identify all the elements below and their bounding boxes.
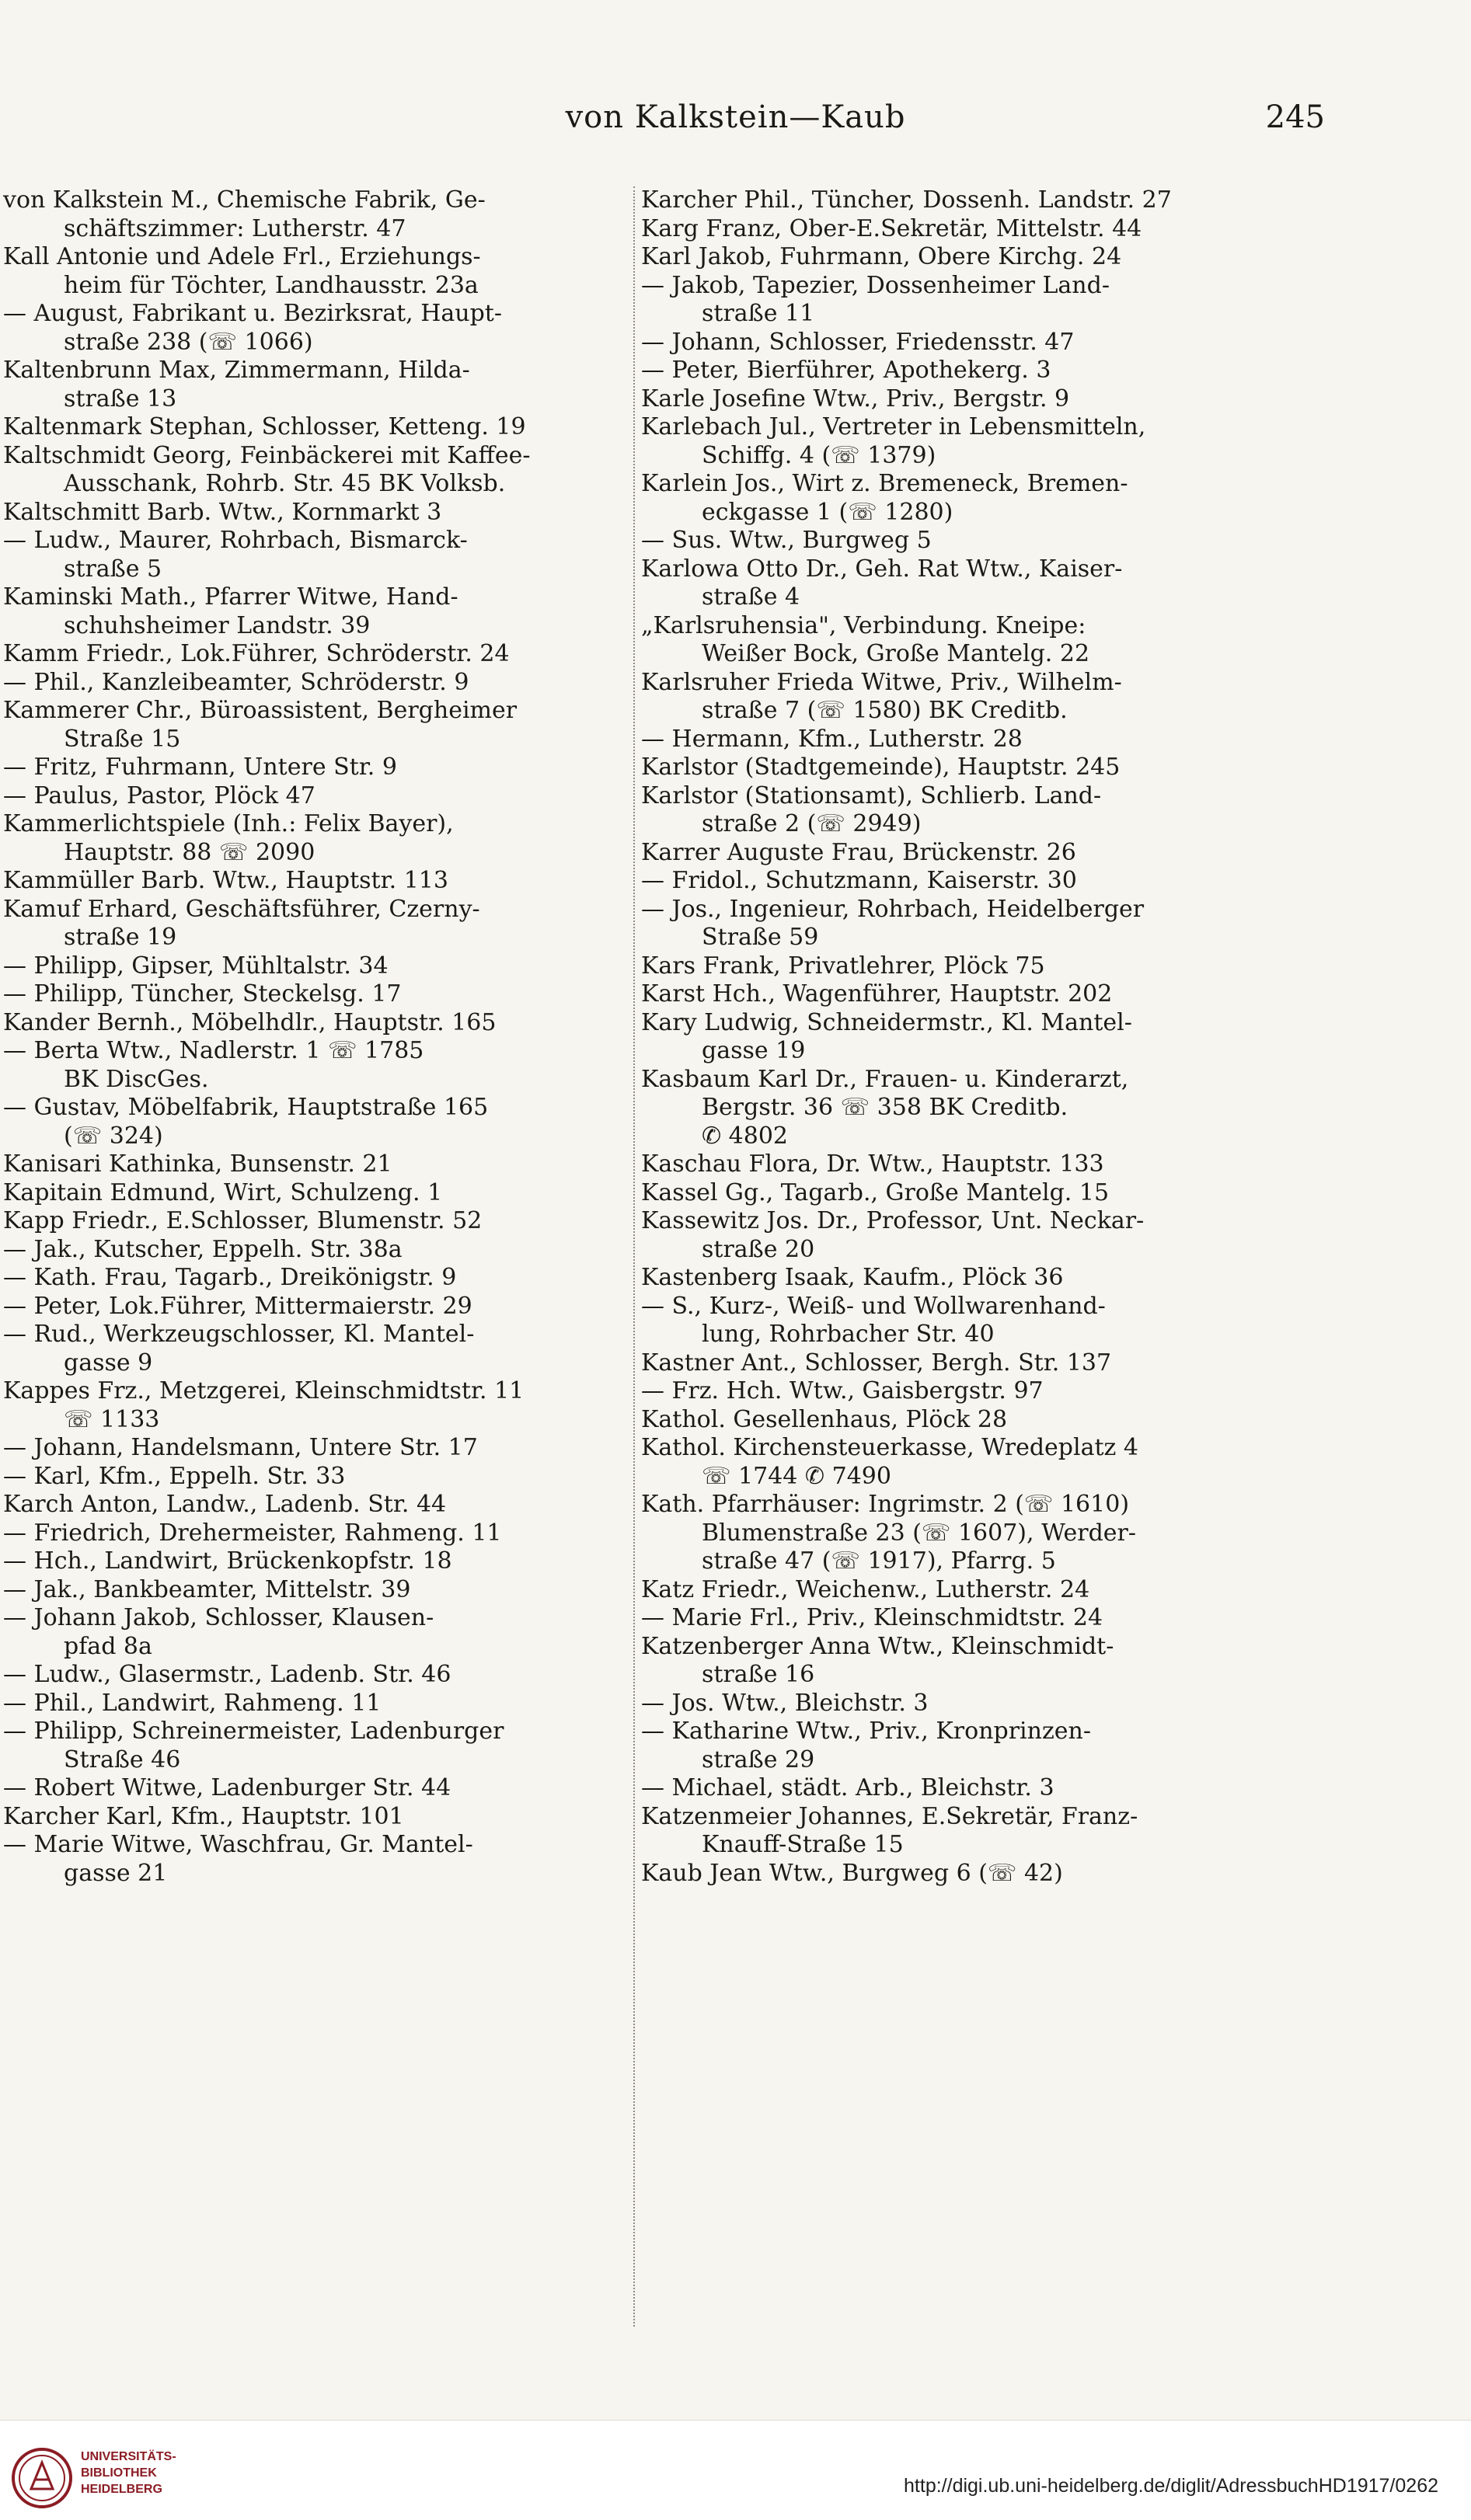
left-entry-line: gasse 21: [64, 1859, 168, 1887]
right-entry-line: Karlstor (Stadtgemeinde), Hauptstr. 245: [641, 754, 1121, 781]
right-entry-line: Kary Ludwig, Schneidermstr., Kl. Mantel-: [641, 1008, 1132, 1036]
left-entry-line: Hauptstr. 88 ☏ 2090: [64, 838, 315, 866]
right-entry-line: — Jos., Ingenieur, Rohrbach, Heidelberger: [641, 895, 1145, 923]
right-entry-line: Bergstr. 36 ☏ 358 BK Creditb.: [702, 1094, 1068, 1121]
right-entry-line: straße 7 (☏ 1580) BK Creditb.: [702, 697, 1068, 724]
left-entry-line: Kamm Friedr., Lok.Führer, Schröderstr. 24: [3, 640, 510, 667]
right-entry-line: — Johann, Schlosser, Friedensstr. 47: [641, 328, 1075, 356]
right-entry-line: — Michael, städt. Arb., Bleichstr. 3: [641, 1774, 1054, 1801]
left-entry-line: Kaltenmark Stephan, Schlosser, Ketteng. 19: [3, 413, 526, 440]
right-entry-line: Karlein Jos., Wirt z. Bremeneck, Bremen-: [641, 470, 1128, 497]
left-entry-line: heim für Töchter, Landhausstr. 23a: [64, 271, 479, 299]
left-entry-line: Kall Antonie und Adele Frl., Erziehungs-: [3, 243, 481, 270]
right-entry-line: Karcher Phil., Tüncher, Dossenh. Landstr. 27: [641, 186, 1172, 214]
left-entry-line: Karch Anton, Landw., Ladenb. Str. 44: [3, 1491, 447, 1518]
left-entry-line: — Ludw., Glasermstr., Ladenb. Str. 46: [3, 1661, 451, 1688]
right-entry-line: Kastenberg Isaak, Kaufm., Plöck 36: [641, 1264, 1064, 1291]
left-entry-line: — Gustav, Möbelfabrik, Hauptstraße 165: [3, 1094, 489, 1121]
right-entry-line: lung, Rohrbacher Str. 40: [702, 1321, 995, 1348]
right-entry-line: — S., Kurz-, Weiß- und Wollwarenhand-: [641, 1292, 1106, 1320]
left-entry-line: — Berta Wtw., Nadlerstr. 1 ☏ 1785: [3, 1037, 424, 1064]
right-entry-line: Karle Josefine Wtw., Priv., Bergstr. 9: [641, 385, 1070, 412]
right-entry-line: Kath. Pfarrhäuser: Ingrimstr. 2 (☏ 1610): [641, 1491, 1130, 1518]
right-entry-line: Karrer Auguste Frau, Brückenstr. 26: [641, 838, 1076, 866]
right-entry-line: Kars Frank, Privatlehrer, Plöck 75: [641, 952, 1045, 980]
left-entry-line: straße 19: [64, 924, 177, 951]
left-entry-line: — Kath. Frau, Tagarb., Dreikönigstr. 9: [3, 1264, 457, 1291]
left-entry-line: — Phil., Kanzleibeamter, Schröderstr. 9: [3, 668, 469, 696]
left-entry-line: schäftszimmer: Lutherstr. 47: [64, 214, 406, 242]
page-header: [0, 99, 1471, 146]
right-entry-line: straße 11: [702, 300, 815, 327]
page-number: 245: [1265, 99, 1325, 135]
left-entry-line: pfad 8a: [64, 1632, 152, 1660]
right-entry-line: Kathol. Kirchensteuerkasse, Wredeplatz 4: [641, 1434, 1138, 1461]
right-entry-line: Karl Jakob, Fuhrmann, Obere Kirchg. 24: [641, 243, 1122, 270]
left-entry-line: Straße 46: [64, 1746, 181, 1773]
left-entry-line: — Philipp, Schreinermeister, Ladenburger: [3, 1718, 504, 1745]
right-entry-line: Karlowa Otto Dr., Geh. Rat Wtw., Kaiser-: [641, 555, 1123, 583]
right-entry-line: — Katharine Wtw., Priv., Kronprinzen-: [641, 1718, 1091, 1745]
viewer-footer: [0, 2420, 1471, 2520]
right-entry-line: — Jakob, Tapezier, Dossenheimer Land-: [641, 271, 1110, 299]
left-entry-line: — Hch., Landwirt, Brückenkopfstr. 18: [3, 1547, 452, 1575]
right-entry-line: Katz Friedr., Weichenw., Lutherstr. 24: [641, 1575, 1090, 1603]
right-entry-line: Karlstor (Stationsamt), Schlierb. Land-: [641, 781, 1102, 809]
left-entry-line: — Philipp, Gipser, Mühltalstr. 34: [3, 952, 389, 980]
right-entry-line: straße 16: [702, 1661, 815, 1688]
left-entry-line: (☏ 324): [64, 1122, 163, 1150]
right-entry-line: — Frz. Hch. Wtw., Gaisbergstr. 97: [641, 1377, 1044, 1404]
library-name: UNIVERSITÄTS-BIBLIOTHEK HEIDELBERG: [81, 2450, 176, 2496]
right-entry-line: — Fridol., Schutzmann, Kaiserstr. 30: [641, 867, 1077, 894]
university-seal-icon: [11, 2447, 73, 2509]
right-entry-line: Karlsruher Frieda Witwe, Priv., Wilhelm-: [641, 668, 1122, 696]
right-entry-line: — Sus. Wtw., Burgweg 5: [641, 527, 932, 554]
column-divider: [633, 186, 635, 2327]
left-column: [3, 186, 633, 1888]
right-entry-line: — Jos. Wtw., Bleichstr. 3: [641, 1689, 929, 1717]
left-entry-line: BK DiscGes.: [64, 1065, 209, 1093]
left-entry-line: Kammüller Barb. Wtw., Hauptstr. 113: [3, 867, 448, 894]
left-entry-line: Kapp Friedr., E.Schlosser, Blumenstr. 52: [3, 1207, 483, 1234]
directory-columns: [0, 186, 1471, 2327]
left-entry-line: gasse 9: [64, 1349, 153, 1377]
right-entry-line: Weißer Bock, Große Mantelg. 22: [702, 640, 1090, 667]
right-entry-line: Kathol. Gesellenhaus, Plöck 28: [641, 1405, 1008, 1433]
left-entry-line: Karcher Karl, Kfm., Hauptstr. 101: [3, 1802, 404, 1830]
right-entry-line: Katzenmeier Johannes, E.Sekretär, Franz-: [641, 1802, 1138, 1830]
left-entry-line: — Ludw., Maurer, Rohrbach, Bismarck-: [3, 527, 468, 554]
right-entry-line: Kassel Gg., Tagarb., Große Mantelg. 15: [641, 1178, 1110, 1206]
left-entry-line: — August, Fabrikant u. Bezirksrat, Haupt-: [3, 300, 502, 327]
right-entry-line: Katzenberger Anna Wtw., Kleinschmidt-: [641, 1632, 1114, 1660]
left-entry-line: schuhsheimer Landstr. 39: [64, 611, 371, 639]
left-entry-line: — Robert Witwe, Ladenburger Str. 44: [3, 1774, 451, 1801]
left-entry-line: — Jak., Bankbeamter, Mittelstr. 39: [3, 1575, 411, 1603]
right-entry-line: Karst Hch., Wagenführer, Hauptstr. 202: [641, 980, 1113, 1008]
left-entry-line: — Philipp, Tüncher, Steckelsg. 17: [3, 980, 402, 1008]
left-entry-line: Kaltschmidt Georg, Feinbäckerei mit Kaffee-: [3, 441, 531, 469]
left-entry-line: ☏ 1133: [64, 1405, 160, 1433]
right-entry-line: „Karlsruhensia", Verbindung. Kneipe:: [641, 611, 1086, 639]
right-entry-line: ☏ 1744 ✆ 7490: [702, 1462, 891, 1490]
right-entry-line: gasse 19: [702, 1037, 806, 1064]
right-entry-line: eckgasse 1 (☏ 1280): [702, 498, 953, 526]
running-title: von Kalkstein—Kaub: [565, 99, 906, 135]
left-entry-line: Kapitain Edmund, Wirt, Schulzeng. 1: [3, 1178, 443, 1206]
right-entry-line: Blumenstraße 23 (☏ 1607), Werder-: [702, 1519, 1136, 1547]
right-entry-line: Kaschau Flora, Dr. Wtw., Hauptstr. 133: [641, 1150, 1104, 1178]
left-entry-line: straße 13: [64, 385, 177, 412]
right-entry-line: straße 29: [702, 1746, 815, 1773]
right-entry-line: Kasbaum Karl Dr., Frauen- u. Kinderarzt,: [641, 1065, 1129, 1093]
right-entry-line: Straße 59: [702, 924, 819, 951]
left-entry-line: — Marie Witwe, Waschfrau, Gr. Mantel-: [3, 1831, 473, 1858]
left-entry-line: Straße 15: [64, 725, 181, 753]
right-entry-line: Knauff-Straße 15: [702, 1831, 904, 1858]
right-entry-line: — Peter, Bierführer, Apothekerg. 3: [641, 357, 1051, 384]
left-entry-line: Kaltschmitt Barb. Wtw., Kornmarkt 3: [3, 498, 442, 526]
left-entry-line: — Paulus, Pastor, Plöck 47: [3, 781, 315, 809]
right-entry-line: Kastner Ant., Schlosser, Bergh. Str. 137: [641, 1349, 1112, 1377]
right-entry-line: Karg Franz, Ober-E.Sekretär, Mittelstr. 44: [641, 214, 1142, 242]
right-entry-line: straße 2 (☏ 2949): [702, 810, 922, 837]
left-entry-line: — Phil., Landwirt, Rahmeng. 11: [3, 1689, 382, 1717]
left-entry-line: — Johann Jakob, Schlosser, Klausen-: [3, 1604, 434, 1631]
left-entry-line: — Peter, Lok.Führer, Mittermaierstr. 29: [3, 1292, 472, 1320]
left-entry-line: straße 238 (☏ 1066): [64, 328, 313, 356]
right-entry-line: ✆ 4802: [702, 1122, 789, 1150]
right-entry-line: — Marie Frl., Priv., Kleinschmidtstr. 24: [641, 1604, 1103, 1631]
left-entry-line: — Friedrich, Drehermeister, Rahmeng. 11: [3, 1519, 502, 1547]
left-entry-line: — Jak., Kutscher, Eppelh. Str. 38a: [3, 1235, 403, 1263]
source-url-link[interactable]: http://digi.ub.uni-heidelberg.de/diglit/AdressbuchHD1917/0262: [904, 2475, 1438, 2497]
left-entry-line: — Karl, Kfm., Eppelh. Str. 33: [3, 1462, 346, 1490]
left-entry-line: straße 5: [64, 555, 162, 583]
left-entry-line: — Rud., Werkzeugschlosser, Kl. Mantel-: [3, 1321, 475, 1348]
right-entry-line: straße 47 (☏ 1917), Pfarrg. 5: [702, 1547, 1056, 1575]
left-entry-line: Kander Bernh., Möbelhdlr., Hauptstr. 165: [3, 1008, 497, 1036]
left-entry-line: Kamuf Erhard, Geschäftsführer, Czerny-: [3, 895, 480, 923]
left-entry-line: Ausschank, Rohrb. Str. 45 BK Volksb.: [64, 470, 506, 497]
left-entry-line: Kaltenbrunn Max, Zimmermann, Hilda-: [3, 357, 470, 384]
right-entry-line: Kassewitz Jos. Dr., Professor, Unt. Neckar-: [641, 1207, 1145, 1234]
right-column: [641, 186, 1309, 1888]
left-entry-line: Kanisari Kathinka, Bunsenstr. 21: [3, 1150, 392, 1178]
left-entry-line: von Kalkstein M., Chemische Fabrik, Ge-: [3, 186, 486, 214]
right-entry-line: straße 20: [702, 1235, 815, 1263]
right-entry-line: straße 4: [702, 583, 800, 611]
left-entry-line: — Johann, Handelsmann, Untere Str. 17: [3, 1434, 478, 1461]
left-entry-line: Kammerer Chr., Büroassistent, Bergheimer: [3, 697, 518, 724]
left-entry-line: Kammerlichtspiele (Inh.: Felix Bayer),: [3, 810, 454, 837]
right-entry-line: Kaub Jean Wtw., Burgweg 6 (☏ 42): [641, 1859, 1063, 1887]
right-entry-line: — Hermann, Kfm., Lutherstr. 28: [641, 725, 1023, 753]
left-entry-line: — Fritz, Fuhrmann, Untere Str. 9: [3, 754, 397, 781]
left-entry-line: Kaminski Math., Pfarrer Witwe, Hand-: [3, 583, 458, 611]
right-entry-line: Karlebach Jul., Vertreter in Lebensmitteln,: [641, 413, 1146, 440]
left-entry-line: Kappes Frz., Metzgerei, Kleinschmidtstr. 11: [3, 1377, 525, 1404]
right-entry-line: Schiffg. 4 (☏ 1379): [702, 441, 936, 469]
